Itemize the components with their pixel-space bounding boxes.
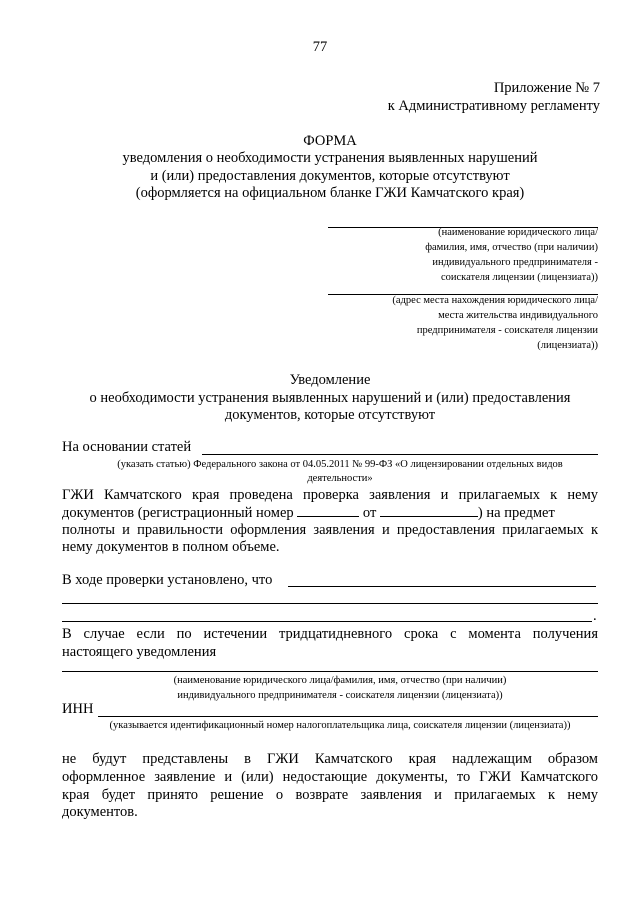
basis-label: На основании статей <box>62 439 192 455</box>
check-paragraph-line-1: ГЖИ Камчатского края проведена проверка заявления и прилагаемых к нему <box>62 487 598 503</box>
deadline-paragraph-line-1: В случае если по истечении тридцатидневного срока с момента получения <box>62 626 598 642</box>
licensee-caption-line-2: индивидуального предпринимателя - соискателя лицензии (лицензиата)) <box>177 690 503 701</box>
notice-subtitle-line-2: документов, которые отсутствуют <box>224 407 436 423</box>
reg-number-field[interactable] <box>297 503 359 517</box>
appendix-line-2: к Административному регламенту <box>387 98 600 114</box>
check-date-label: от <box>362 505 377 521</box>
inn-caption: (указывается идентификационный номер налогоплательщика лица, соискателя лицензии (лицензиата)) <box>109 720 571 731</box>
recipient-address-caption-2: места жительства индивидуального <box>438 310 598 321</box>
check-paragraph-line-3: полноты и правильности оформления заявления и предоставления прилагаемых к <box>62 522 598 538</box>
final-paragraph-line-3: края будет принято решение о возврате заявления и прилагаемых к нему <box>62 787 598 803</box>
check-reg-number-label: документов (регистрационный номер <box>62 505 294 521</box>
inn-label: ИНН <box>62 701 94 717</box>
notice-subtitle-line-1: о необходимости устранения выявленных нарушений и (или) предоставления <box>89 390 571 406</box>
recipient-address-caption-1: (адрес места нахождения юридического лица/ <box>392 295 598 306</box>
basis-caption-line-1: (указать статью) Федерального закона от 04.05.2011 № 99-ФЗ «О лицензировании отдельных видов <box>117 459 563 470</box>
form-subtitle-line-1: уведомления о необходимости устранения выявленных нарушений <box>122 150 538 166</box>
licensee-caption-line-1: (наименование юридического лица/фамилия, имя, отчество (при наличии) <box>173 675 507 686</box>
recipient-address-caption-4: (лицензиата)) <box>537 340 598 351</box>
findings-end-mark: . <box>593 608 597 624</box>
final-paragraph-line-1: не будут представлены в ГЖИ Камчатского края надлежащим образом <box>62 751 598 767</box>
findings-field-line-1[interactable] <box>288 586 596 587</box>
findings-field-line-3[interactable] <box>62 621 592 622</box>
inn-field[interactable] <box>98 716 598 717</box>
notice-title: Уведомление <box>289 372 371 388</box>
basis-articles-field[interactable] <box>202 454 598 455</box>
reg-date-field[interactable] <box>380 503 478 517</box>
form-subtitle-line-3: (оформляется на официальном бланке ГЖИ Камчатского края) <box>135 185 525 201</box>
recipient-name-caption-3: индивидуального предпринимателя - <box>432 257 598 268</box>
form-subtitle-line-2: и (или) предоставления документов, которые отсутствуют <box>150 168 510 184</box>
form-title: ФОРМА <box>303 133 357 149</box>
findings-label: В ходе проверки установлено, что <box>62 572 273 588</box>
recipient-name-caption-4: соискателя лицензии (лицензиата)) <box>440 272 598 283</box>
check-paragraph-line-2 <box>62 503 598 523</box>
final-paragraph-line-4: документов. <box>62 804 138 820</box>
appendix-line-1: Приложение № 7 <box>493 80 600 96</box>
deadline-paragraph-line-2: настоящего уведомления <box>62 644 217 660</box>
check-paragraph-line-4: нему документов в полном объеме. <box>62 539 280 555</box>
licensee-name-field[interactable] <box>62 671 598 672</box>
page-number: 77 <box>312 39 328 55</box>
basis-caption-line-2: деятельности» <box>307 473 373 484</box>
findings-field-line-2[interactable] <box>62 603 598 604</box>
check-subject-label: ) на предмет <box>477 505 555 521</box>
recipient-address-caption-3: предпринимателя - соискателя лицензии <box>416 325 598 336</box>
final-paragraph-line-2: оформленное заявление и (или) недостающие документы, то ГЖИ Камчатского <box>62 769 598 785</box>
recipient-name-caption-1: (наименование юридического лица/ <box>438 227 598 238</box>
recipient-name-caption-2: фамилия, имя, отчество (при наличии) <box>425 242 598 253</box>
